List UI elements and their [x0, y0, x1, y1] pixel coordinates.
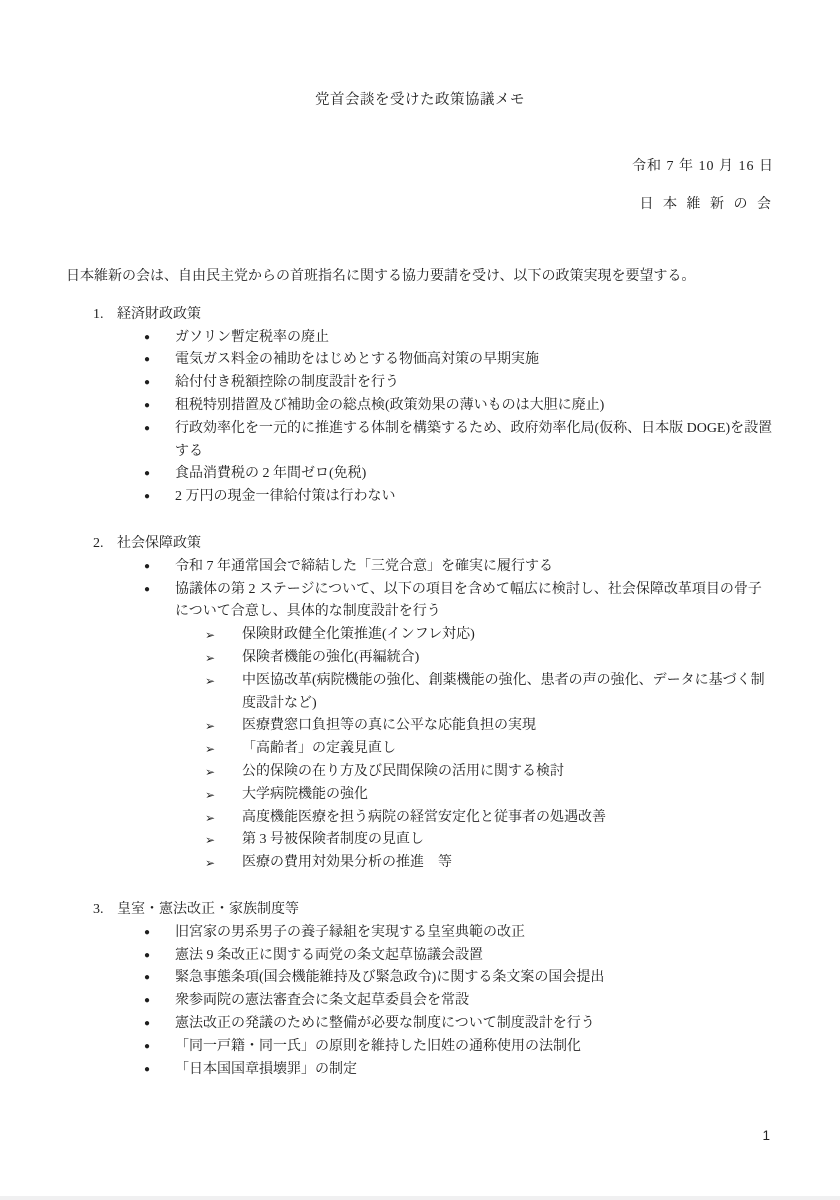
arrow-bullet-icon: ➢ [205, 673, 216, 688]
bullet-text: 給付付き税額控除の制度設計を行う [175, 375, 399, 391]
bullet-item [66, 463, 774, 486]
bullet-item [66, 1036, 774, 1059]
sub-bullet-text: 第 3 号被保険者制度の見直し [242, 832, 424, 848]
arrow-bullet-icon: ➢ [205, 856, 216, 871]
bullet-item [66, 372, 774, 395]
bullet-icon: ● [144, 926, 151, 938]
arrow-bullet-icon: ➢ [205, 650, 216, 665]
arrow-bullet-icon: ➢ [205, 810, 216, 825]
arrow-bullet-icon: ➢ [205, 742, 216, 757]
document-section [66, 899, 774, 1081]
section-number: 3. [93, 901, 104, 917]
sub-bullet-item [66, 761, 774, 784]
bullet-text: 旧宮家の男系男子の養子縁組を実現する皇室典範の改正 [175, 924, 525, 940]
section-title: 経済財政政策 [117, 306, 201, 322]
arrow-bullet-icon: ➢ [205, 628, 216, 643]
bullet-icon: ● [144, 1063, 151, 1075]
sub-bullet-item [66, 852, 774, 875]
arrow-bullet-icon: ➢ [205, 764, 216, 779]
arrow-bullet-icon: ➢ [205, 719, 216, 734]
document-title: 党首会談を受けた政策協議メモ [315, 92, 525, 108]
page-bottom-edge [0, 1196, 840, 1200]
bullet-text: ガソリン暫定税率の廃止 [175, 329, 329, 345]
bullet-item [66, 395, 774, 418]
bullet-icon: ● [144, 468, 151, 480]
bullet-icon: ● [144, 1017, 151, 1029]
bullet-text: 憲法 9 条改正に関する両党の条文起草協議会設置 [175, 947, 483, 963]
sections-container [66, 304, 774, 1082]
intro-paragraph: 日本維新の会は、自由民主党からの首班指名に関する協力要請を受け、以下の政策実現を要望する。 [66, 269, 696, 284]
document-date: 令和 7 年 10 月 16 日 [632, 159, 774, 174]
bullet-item [66, 418, 774, 464]
bullet-item [66, 349, 774, 372]
document-section [66, 304, 774, 509]
document-section [66, 533, 774, 875]
arrow-bullet-icon: ➢ [205, 833, 216, 848]
sub-bullet-item [66, 829, 774, 852]
bullet-icon: ● [144, 972, 151, 984]
sub-bullet-text: 「高齢者」の定義見直し [242, 741, 396, 757]
section-number: 1. [93, 306, 104, 322]
sub-bullet-item [66, 715, 774, 738]
bullet-icon: ● [144, 1040, 151, 1052]
sub-bullet-text: 公的保険の在り方及び民間保険の活用に関する検討 [242, 763, 564, 779]
bullet-item [66, 922, 774, 945]
bullet-text: 「同一戸籍・同一氏」の原則を維持した旧姓の通称使用の法制化 [175, 1038, 581, 1054]
sub-bullet-text: 高度機能医療を担う病院の経営安定化と従事者の処遇改善 [242, 809, 606, 825]
bullet-text: 「日本国国章損壊罪」の制定 [175, 1061, 357, 1077]
bullet-text: 電気ガス料金の補助をはじめとする物価高対策の早期実施 [175, 352, 539, 368]
bullet-text: 憲法改正の発議のために整備が必要な制度について制度設計を行う [175, 1015, 595, 1031]
bullet-item [66, 967, 774, 990]
sub-bullet-text: 大学病院機能の強化 [242, 786, 368, 802]
bullet-text: 2 万円の現金一律給付策は行わない [175, 489, 396, 505]
sub-bullet-item [66, 784, 774, 807]
sub-bullet-item [66, 624, 774, 647]
document-meta [66, 158, 774, 214]
bullet-text: 行政効率化を一元的に推進する体制を構築するため、政府効率化局(仮称、日本版 DOGE)を設置する [175, 420, 773, 459]
section-title: 皇室・憲法改正・家族制度等 [117, 901, 299, 917]
sub-bullet-item [66, 807, 774, 830]
bullet-text: 緊急事態条項(国会機能維持及び緊急政令)に関する条文案の国会提出 [175, 970, 605, 986]
bullet-item [66, 556, 774, 579]
sub-bullet-item [66, 670, 774, 716]
bullet-icon: ● [144, 995, 151, 1007]
bullet-icon: ● [144, 331, 151, 343]
sub-bullet-text: 中医協改革(病院機能の強化、創薬機能の強化、患者の声の強化、データに基づく制度設計など) [242, 672, 765, 711]
bullet-item [66, 327, 774, 350]
bullet-text: 衆参両院の憲法審査会に条文起草委員会を常設 [175, 993, 469, 1009]
sub-bullet-item [66, 738, 774, 761]
bullet-icon: ● [144, 422, 151, 434]
bullet-item [66, 486, 774, 509]
bullet-text: 租税特別措置及び補助金の総点検(政策効果の薄いものは大胆に廃止) [175, 397, 605, 413]
bullet-text: 食品消費税の 2 年間ゼロ(免税) [175, 466, 367, 482]
bullet-item [66, 579, 774, 625]
bullet-item [66, 1059, 774, 1082]
arrow-bullet-icon: ➢ [205, 787, 216, 802]
section-heading [66, 899, 774, 922]
section-heading [66, 533, 774, 556]
bullet-icon: ● [144, 399, 151, 411]
sub-bullet-text: 保険者機能の強化(再編統合) [242, 649, 420, 665]
bullet-icon: ● [144, 354, 151, 366]
bullet-text: 協議体の第 2 ステージについて、以下の項目を含めて幅広に検討し、社会保障改革項目の骨子について合意し、具体的な制度設計を行う [175, 581, 762, 620]
bullet-icon: ● [144, 583, 151, 595]
bullet-item [66, 1013, 774, 1036]
bullet-icon: ● [144, 560, 151, 572]
section-number: 2. [93, 535, 104, 551]
bullet-icon: ● [144, 949, 151, 961]
bullet-icon: ● [144, 377, 151, 389]
sub-bullet-item [66, 647, 774, 670]
organization-name: 日 本 維 新 の 会 [639, 197, 774, 212]
section-heading [66, 304, 774, 327]
bullet-text: 令和 7 年通常国会で締結した「三党合意」を確実に履行する [175, 558, 553, 574]
bullet-item [66, 990, 774, 1013]
sub-bullet-text: 医療の費用対効果分析の推進 等 [242, 855, 452, 871]
sub-bullet-text: 保険財政健全化策推進(インフレ対応) [242, 627, 475, 643]
sub-bullet-text: 医療費窓口負担等の真に公平な応能負担の実現 [242, 718, 536, 734]
page-number: 1 [762, 1128, 770, 1143]
section-title: 社会保障政策 [117, 535, 201, 551]
bullet-icon: ● [144, 491, 151, 503]
bullet-item [66, 945, 774, 968]
